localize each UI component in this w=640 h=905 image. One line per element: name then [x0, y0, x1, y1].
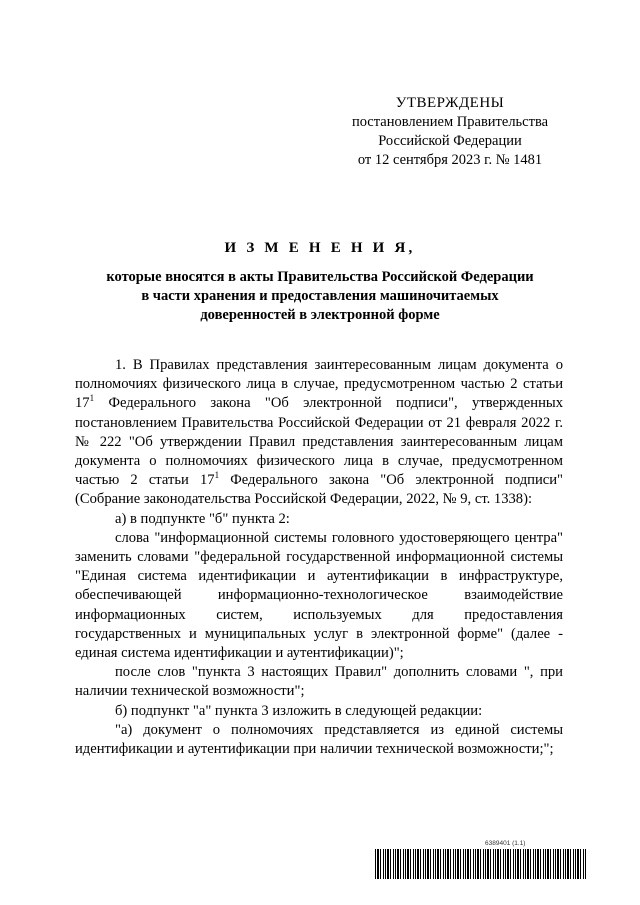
subtitle-line-2: в части хранения и предоставления машиночитаемых — [141, 288, 499, 304]
paragraph-2: а) в подпункте "б" пункта 2: — [115, 510, 290, 527]
paragraph-1-part-b: Федерального закона "Об электронной подписи", утвержденных постановлением Правительства Российской Федерации от 21 февраля 2022 г. № 222 "Об утверждении Правил представления заинтересованным лицам документа о полномочиях физического лица в случае, предусмотренном частью 2 статьи 17 — [75, 395, 563, 489]
approval-line-2: Российской Федерации — [378, 133, 522, 149]
subtitle-line-1: которые вносятся в акты Правительства Российской Федерации — [106, 269, 534, 285]
paragraph-6: "а) документ о полномочиях представляется из единой системы идентификации и аутентификации при наличии технической возможности;"; — [75, 721, 563, 758]
paragraph-1-part-a: 1. В Правилах представления заинтересованным лицам документа о полномочиях физического лица в случае, предусмотренном частью 2 статьи 17 — [75, 357, 563, 412]
footer-barcode-block — [375, 840, 587, 882]
approval-heading: УТВЕРЖДЕНЫ — [395, 95, 505, 111]
barcode-label: 6389401 (1.1) — [485, 840, 526, 847]
barcode-icon — [375, 849, 587, 879]
subtitle-line-3: доверенностей в электронной форме — [200, 307, 440, 323]
approval-line-3: от 12 сентября 2023 г. № 1481 — [357, 152, 543, 168]
approval-block — [330, 94, 570, 170]
approval-line-1: постановлением Правительства — [351, 114, 549, 130]
paragraph-5: б) подпункт "а" пункта 3 изложить в следующей редакции: — [115, 702, 483, 719]
document-body — [75, 356, 563, 759]
document-subtitle — [60, 268, 580, 325]
document-title: И З М Е Н Е Н И Я, — [224, 240, 416, 256]
paragraph-3: слова "информационной системы головного удостоверяющего центра" заменить словами "федеральной государственной информационной системы "Единая система идентификации и аутентификации в инфраструктуре, обеспечивающей информационно-технологическое взаимодействие информационных систем, используемых для предоставления государственных и муниципальных услуг в электронной форме" (далее - единая система идентификации и аутентификации)"; — [75, 529, 563, 662]
paragraph-4: после слов "пункта 3 настоящих Правил" дополнить словами ", при наличии технической возможности"; — [75, 664, 563, 700]
paragraph-1-part-c: Федерального закона "Об электронной подписи" (Собрание законодательства Российской Федерации, 2022, № 9, ст. 1338): — [75, 472, 564, 508]
superscript-2: 1 — [214, 470, 220, 481]
paragraph-1 — [75, 356, 563, 510]
superscript-1: 1 — [89, 393, 95, 404]
